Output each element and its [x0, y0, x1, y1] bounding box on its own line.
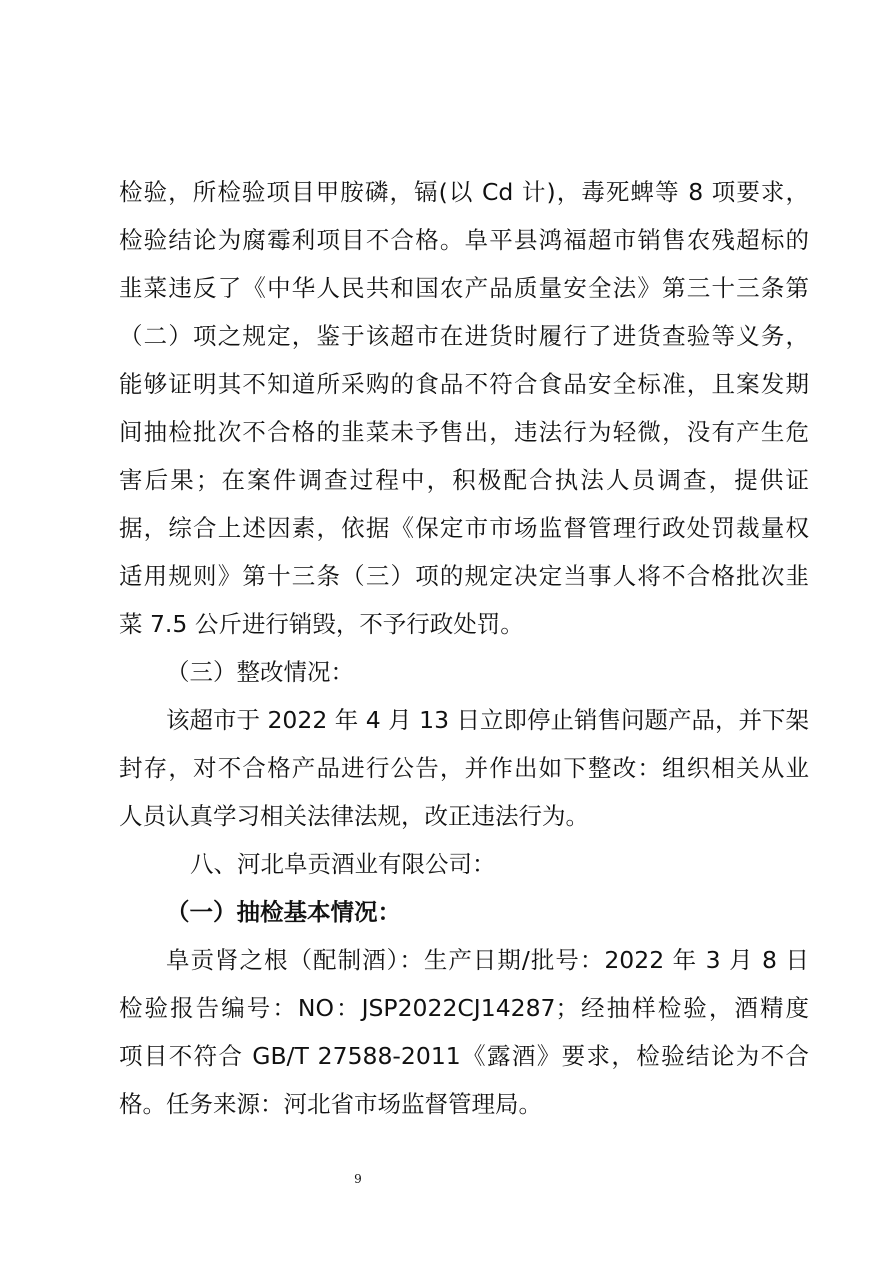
body-text-line: （二）项之规定，鉴于该超市在进货时履行了进货查验等义务，	[119, 322, 809, 350]
body-text-line: 害后果；在案件调查过程中，积极配合执法人员调查，提供证	[119, 466, 809, 494]
body-text-line: 项目不符合 GB/T 27588-2011《露酒》要求，检验结论为不合	[119, 1042, 809, 1070]
body-text-line: 检验结论为腐霉利项目不合格。阜平县鸿福超市销售农残超标的	[119, 226, 809, 254]
body-text-line: 能够证明其不知道所采购的食品不符合食品安全标准，且案发期	[119, 370, 809, 398]
page-number: 9	[354, 1172, 362, 1186]
section-heading-rectification: （三）整改情况：	[166, 658, 354, 686]
body-text-line: 人员认真学习相关法律法规，改正违法行为。	[119, 802, 589, 830]
body-text-line: 菜 7.5 公斤进行销毁，不予行政处罚。	[119, 610, 524, 638]
body-text-line: 格。任务来源：河北省市场监督管理局。	[119, 1090, 542, 1118]
section-heading-company: 八、河北阜贡酒业有限公司：	[190, 850, 496, 878]
body-text-line: 据，综合上述因素，依据《保定市市场监督管理行政处罚裁量权	[119, 514, 809, 542]
body-text-line: 阜贡肾之根（配制酒）：生产日期/批号：2022 年 3 月 8 日	[166, 946, 809, 974]
subsection-heading-sampling: （一）抽检基本情况：	[166, 898, 401, 926]
body-text-line: 适用规则》第十三条（三）项的规定决定当事人将不合格批次韭	[119, 562, 809, 590]
body-text-line: 封存，对不合格产品进行公告，并作出如下整改：组织相关从业	[119, 754, 809, 782]
body-text-line: 检验报告编号：NO：JSP2022CJ14287；经抽样检验，酒精度	[119, 994, 809, 1022]
body-text-line: 检验，所检验项目甲胺磷，镉(以 Cd 计)，毒死蜱等 8 项要求，	[119, 178, 809, 206]
body-text-line: 间抽检批次不合格的韭菜未予售出，违法行为轻微，没有产生危	[119, 418, 809, 446]
body-text-line: 该超市于 2022 年 4 月 13 日立即停止销售问题产品，并下架	[166, 706, 809, 734]
body-text-line: 韭菜违反了《中华人民共和国农产品质量安全法》第三十三条第	[119, 274, 809, 302]
